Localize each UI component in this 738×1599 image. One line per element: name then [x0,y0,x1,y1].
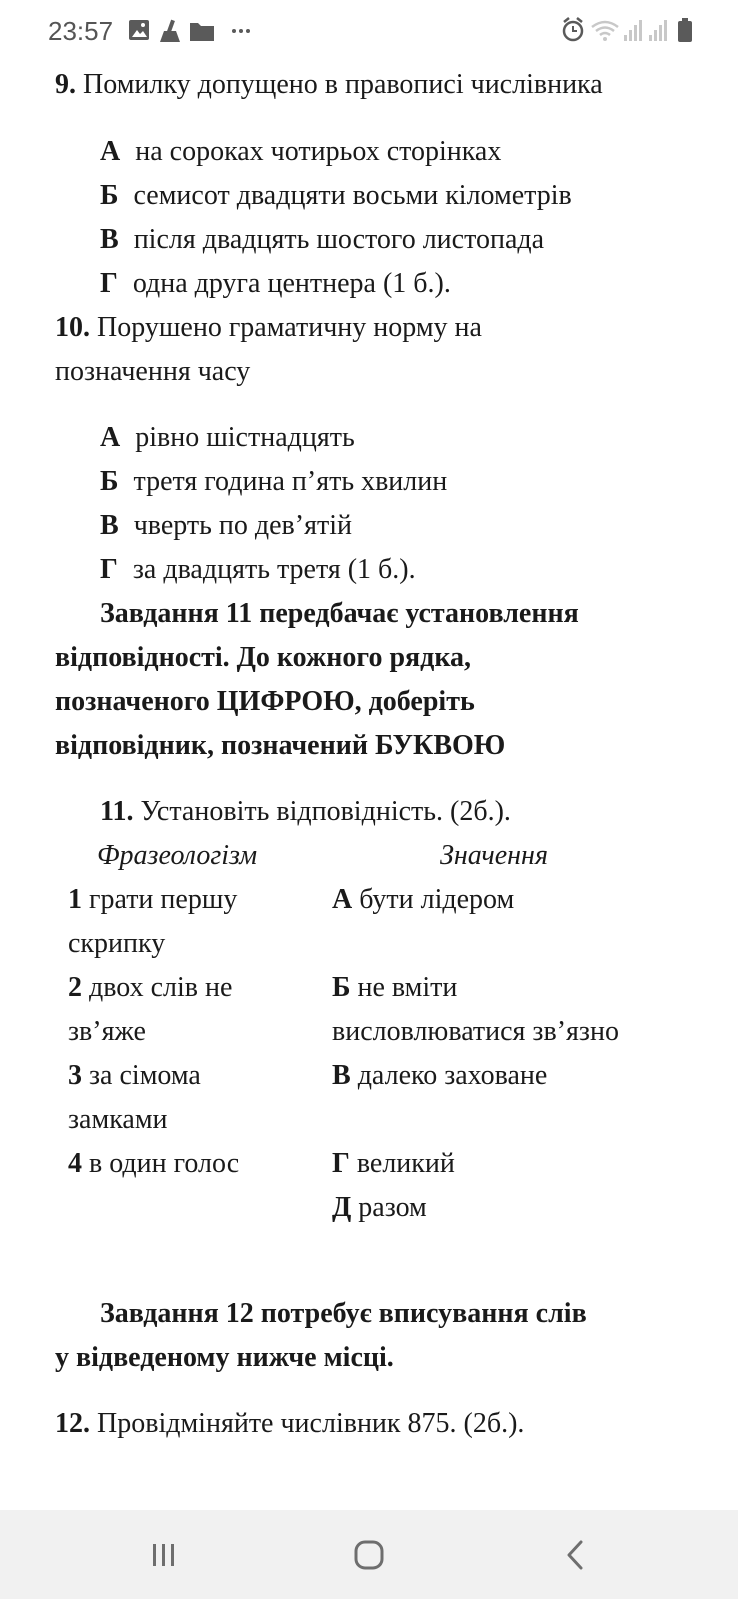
q10-option-a [100,421,355,455]
option-text: рівно шістнадцять [135,422,355,453]
item-letter: Б [332,972,351,1003]
task11-intro-line4: відповідник, позначений БУКВОЮ [55,730,506,761]
item-text: далеко заховане [357,1060,548,1091]
q11-question [100,795,511,829]
item-letter: В [332,1060,351,1091]
q9-text: Помилку допущено в правописі числівника [83,69,603,100]
q9-option-h [100,267,451,301]
q10-option-h [100,553,416,587]
option-text: одна друга центнера (1 б.). [132,268,451,299]
q11-left-item-3-line2: замками [68,1104,168,1135]
q11-right-item-b [332,971,457,1005]
q11-col-right-header: Значення [440,840,548,871]
q11-left-item-3 [68,1059,201,1093]
item-number: 1 [68,884,82,915]
q11-right-item-h [332,1147,455,1181]
option-letter: А [100,422,121,453]
option-letter: В [100,510,119,541]
option-letter: В [100,224,119,255]
task11-intro-line1: Завдання 11 передбачає установлення [100,598,579,629]
q11-left-item-2 [68,971,232,1005]
q11-right-item-v [332,1059,547,1093]
q10-option-b [100,465,447,499]
item-text: великий [356,1148,455,1179]
option-text: на сороках чотирьох сторінках [135,136,502,167]
item-letter: А [332,884,353,915]
q10-text-line2: позначення часу [55,356,251,387]
q12-number: 12. [55,1408,90,1439]
back-icon [556,1532,596,1578]
back-button[interactable] [548,1532,604,1578]
item-number: 4 [68,1148,82,1179]
home-icon [349,1532,389,1578]
q9-question [55,68,603,102]
q11-left-item-4 [68,1147,239,1181]
q11-left-item-2-line2: зв’яже [68,1016,146,1047]
q12-text: Провідміняйте числівник 875. (2б.). [97,1408,525,1439]
item-text: в один голос [89,1148,240,1179]
q10-option-v [100,509,352,543]
task11-intro-line2: відповідності. До кожного рядка, [55,642,472,673]
item-text: не вміти [357,972,458,1003]
q9-option-a [100,135,501,169]
option-letter: Б [100,180,119,211]
q9-option-b [100,179,572,213]
task11-intro-line3: позначеного ЦИФРОЮ, доберіть [55,686,475,717]
q9-number: 9. [55,69,76,100]
option-letter: Г [100,554,118,585]
option-text: третя година п’ять хвилин [133,466,448,497]
q11-number: 11. [100,796,134,827]
option-text: чверть по дев’ятій [133,510,352,541]
item-letter: Д [332,1192,352,1223]
q10-question [55,311,482,345]
q11-text: Установіть відповідність. (2б.). [140,796,511,827]
item-letter: Г [332,1148,350,1179]
task12-intro-line2: у відведеному нижче місці. [55,1342,394,1373]
q10-text-line1: Порушено граматичну норму на [97,312,482,343]
q11-right-item-a [332,883,514,917]
item-number: 3 [68,1060,82,1091]
recent-apps-icon [144,1532,184,1578]
q11-left-item-1-line2: скрипку [68,928,166,959]
status-time: 23:57 [48,16,114,46]
option-letter: Б [100,466,119,497]
option-text: після двадцять шостого листопада [133,224,545,255]
navigation-bar [0,1510,738,1599]
q12-question [55,1407,524,1441]
q10-number: 10. [55,312,90,343]
q11-right-item-b-line2: висловлюватися зв’язно [332,1016,619,1047]
item-text: за сімома [89,1060,201,1091]
option-text: семисот двадцяти восьми кілометрів [133,180,572,211]
item-text: бути лідером [359,884,515,915]
option-text: за двадцять третя (1 б.). [132,554,416,585]
item-text: двох слів не [89,972,233,1003]
q11-left-item-1 [68,883,237,917]
recent-apps-button[interactable] [136,1532,192,1578]
q11-right-item-d [332,1191,427,1225]
home-button[interactable] [341,1532,397,1578]
q11-col-left-header: Фразеологізм [97,840,258,871]
task12-intro-line1: Завдання 12 потребує вписування слів [100,1298,587,1329]
item-number: 2 [68,972,82,1003]
q9-option-v [100,223,544,257]
option-letter: А [100,136,121,167]
option-letter: Г [100,268,118,299]
item-text: разом [358,1192,427,1223]
item-text: грати першу [89,884,238,915]
